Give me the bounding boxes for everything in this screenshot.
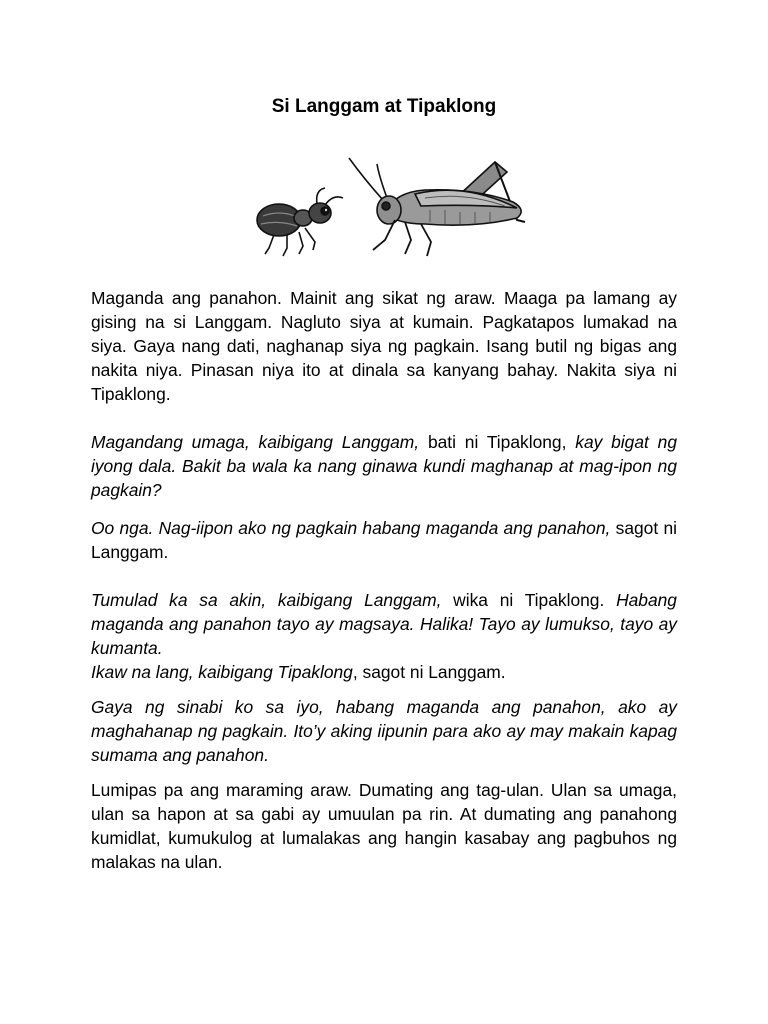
- paragraph-6: Gaya ng sinabi ko sa iyo, habang maganda ang panahon, ako ay maghahanap ng pagkain. Ito’y aking iipunin para ako ay may makain kapag sumama ang panahon.: [91, 697, 677, 765]
- paragraph-4: Tumulad ka sa akin, kaibigang Langgam, wika ni Tipaklong. Habang maganda ang panahon tayo ay magsaya. Halika! Tayo ay lumukso, tayo ay kumanta.: [91, 590, 677, 658]
- paragraph-5: Ikaw na lang, kaibigang Tipaklong, sagot ni Langgam.: [91, 662, 506, 682]
- paragraph-2: Magandang umaga, kaibigang Langgam, bati ni Tipaklong, kay bigat ng iyong dala. Bakit ba wala ka nang ginawa kundi maghanap at mag-ipon ng pagkain?: [91, 432, 677, 500]
- story-illustration: [245, 150, 535, 260]
- ant-icon: [257, 188, 343, 256]
- paragraph-1: Maganda ang panahon. Mainit ang sikat ng araw. Maaga pa lamang ay gising na si Langgam. Nagluto siya at kumain. Pagkatapos lumakad na siya. Gaya nang dati, naghanap siya ng pagkain. Isang butil ng bigas ang nakita niya. Pinasan niya ito at dinala sa kanyang bahay. Nakita siya ni Tipaklong.: [91, 288, 677, 404]
- paragraph-3: Oo nga. Nag-iipon ako ng pagkain habang maganda ang panahon, sagot ni Langgam.: [91, 518, 677, 562]
- paragraph-7: Lumipas pa ang maraming araw. Dumating ang tag-ulan. Ulan sa umaga, ulan sa hapon at sa gabi ay umuulan pa rin. At dumating ang panahong kumidlat, kumukulog at lumalakas ang hangin kasabay ang pagbuhos ng malakas na ulan.: [91, 780, 677, 872]
- grasshopper-icon: [349, 158, 525, 256]
- page-title: Si Langgam at Tipaklong: [271, 96, 497, 117]
- story-body: [91, 286, 677, 874]
